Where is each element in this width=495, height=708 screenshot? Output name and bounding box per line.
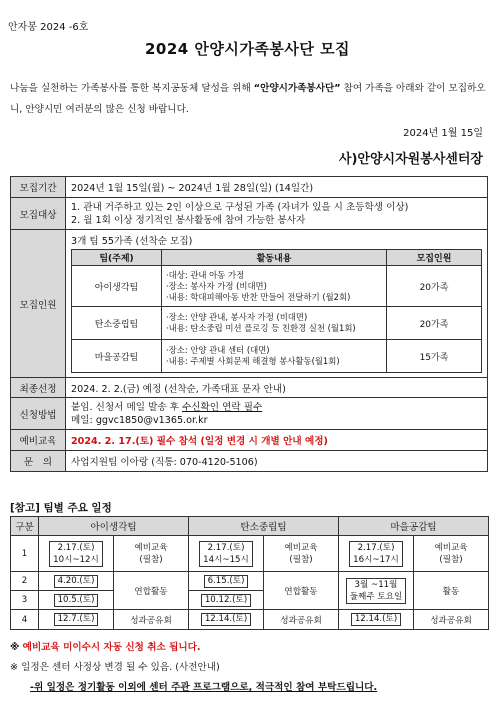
note-edu-text: 예비교육 미이수시 자동 신청 취소 됩니다.: [22, 642, 201, 653]
schedule-date-box: [349, 541, 403, 567]
edu-label: 예비교육: [11, 430, 66, 451]
schedule-activity: 성과공유회: [414, 610, 489, 630]
schedule-activity-note: (필참): [439, 554, 463, 565]
team-content-line: ·내용: 탄소중립 미션 플로깅 등 친환경 실천 (월1회): [166, 323, 356, 333]
issue-date: 2024년 1월 15일: [403, 128, 483, 139]
contact-value: 사업지원팀 이아랑 (직통: 070-4120-5106): [66, 451, 488, 472]
schedule-date-box: [346, 578, 407, 604]
schedule-table: [10, 516, 489, 630]
apply-email[interactable]: 메일: ggvc1850@v1365.or.kr: [71, 414, 208, 426]
team-name: 탄소중립팀: [72, 307, 162, 340]
edu-value: 2024. 2. 17.(토) 필수 참석 (일정 변경 시 개별 안내 예정): [66, 430, 488, 451]
team-name: 아이생각팀: [72, 266, 162, 307]
row-number: 2: [11, 572, 39, 591]
schedule-date: 2.17.(토): [357, 542, 395, 553]
team-content-line: ·장소: 안양 관내 센터 (대면): [166, 345, 270, 355]
schedule-title: [참고] 팀별 주요 일정: [10, 502, 112, 514]
team-header: 팀(주제): [72, 250, 162, 266]
target-label: 모집대상: [11, 198, 66, 230]
schedule-activity: 연합활동: [264, 572, 339, 610]
period-value: 2024년 1월 15일(월) ~ 2024년 1월 28일(일) (14일간): [66, 177, 488, 198]
intro-highlight: “안양시가족봉사단”: [253, 83, 341, 94]
row-number: 3: [11, 591, 39, 610]
schedule-activity: 성과공유회: [114, 610, 189, 630]
schedule-activity: 활동: [414, 572, 489, 610]
schedule-date: 4.20.(토): [54, 575, 99, 588]
final-value: 2024. 2. 2.(금) 예정 (선착순, 가족대표 문자 안내): [66, 378, 488, 398]
target-line-2: 2. 월 1회 이상 정기적인 봉사활동에 참여 가능한 봉사자: [71, 214, 306, 226]
schedule-header-team1: 아이생각팀: [39, 517, 189, 536]
schedule-time: 14시~15시: [203, 554, 249, 565]
team-content-line: ·대상: 관내 아동 가정: [166, 269, 245, 280]
note-participation: -위 일정은 정기활동 이외에 센터 주관 프로그램으로, 적극적인 참여 부탁드립니다.: [30, 682, 378, 693]
recruitment-info-table: [10, 176, 488, 472]
period-label: 모집기간: [11, 177, 66, 198]
content-header: 활동내용: [162, 250, 387, 266]
schedule-activity: 예비교육: [434, 542, 468, 553]
count-header: 모집인원: [387, 250, 482, 266]
schedule-time: 10시~12시: [53, 554, 99, 565]
intro-paragraph: [10, 78, 488, 120]
team-content-line: ·장소: 안양 관내, 봉사자 가정 (비대면): [166, 312, 308, 322]
schedule-activity-note: (필참): [139, 554, 163, 565]
note-edu-required: [10, 638, 488, 658]
schedule-activity: 예비교육: [134, 542, 168, 553]
intro-text-before: 나눔을 실천하는 가족봉사를 통한 복지공동체 달성을 위해: [10, 83, 254, 94]
team-name: 마을공감팀: [72, 340, 162, 373]
row-number: 4: [11, 610, 39, 630]
note-schedule-change: ※ 일정은 센터 사정상 변경 될 수 있음. (사전안내): [10, 662, 220, 673]
team-content-line: ·장소: 봉사자 가정 (비대면): [166, 280, 267, 291]
team-count: 20가족: [387, 266, 482, 307]
apply-label: 신청방법: [11, 398, 66, 430]
schedule-date: 12.14.(토): [201, 613, 251, 626]
page-title: 2024 안양시가족봉사단 모집: [144, 40, 351, 58]
document-number: 안자봉 2024 -6호: [8, 22, 89, 33]
team-content-line: ·내용: 학대피해아동 반찬 만들어 전달하기 (월2회): [166, 291, 351, 302]
intro-text-after: 참여 가족을 아래와 같이 모집하오니, 안양시민 여러분의 많은 신청 바랍니다.: [10, 83, 486, 115]
row-number: 1: [11, 536, 39, 572]
schedule-date: 12.7.(토): [54, 613, 99, 626]
schedule-date: 3월 ~11월: [354, 579, 398, 590]
target-line-1: 1. 관내 거주하고 있는 2인 이상으로 구성된 가족 (자녀가 있을 시 초등학생 이상): [71, 201, 409, 213]
schedule-date-box: [49, 541, 103, 567]
schedule-header-team3: 마을공감팀: [339, 517, 489, 536]
schedule-time: 16시~17시: [353, 554, 399, 565]
schedule-date: 6.15.(토): [204, 575, 249, 588]
schedule-activity-note: (필참): [289, 554, 313, 565]
team-table: [71, 249, 482, 373]
team-content-line: ·내용: 주제별 사회문제 해결형 봉사활동(월1회): [166, 356, 340, 366]
schedule-date: 10.12.(토): [201, 594, 251, 607]
schedule-date-box: [199, 541, 253, 567]
apply-confirm-required: 수신확인 연락 필수: [181, 401, 263, 413]
note-mark: ※: [10, 642, 23, 653]
schedule-date-note: 둘째주 토요일: [349, 591, 403, 602]
notes: [10, 638, 488, 698]
team-count: 15가족: [387, 340, 482, 373]
schedule-activity: 예비교육: [284, 542, 318, 553]
schedule-date: 2.17.(토): [57, 542, 95, 553]
schedule-date: 2.17.(토): [207, 542, 245, 553]
schedule-header-no: 구분: [11, 517, 39, 536]
team-count: 20가족: [387, 307, 482, 340]
recruit-label: 모집인원: [11, 230, 66, 378]
recruit-summary: 3개 팀 55가족 (선착순 모집): [71, 236, 193, 247]
final-label: 최종선정: [11, 378, 66, 398]
schedule-activity: 성과공유회: [264, 610, 339, 630]
schedule-header-team2: 탄소중립팀: [189, 517, 339, 536]
organization-name: 사)안양시자원봉사센터장: [338, 152, 483, 167]
schedule-date: 10.5.(토): [54, 594, 99, 607]
contact-label: 문 의: [11, 451, 66, 472]
apply-line-1: [71, 401, 482, 414]
schedule-date: 12.14.(토): [351, 613, 401, 626]
apply-instruction: 붙임. 신청서 메일 발송 후: [71, 401, 182, 413]
schedule-activity: 연합활동: [114, 572, 189, 610]
